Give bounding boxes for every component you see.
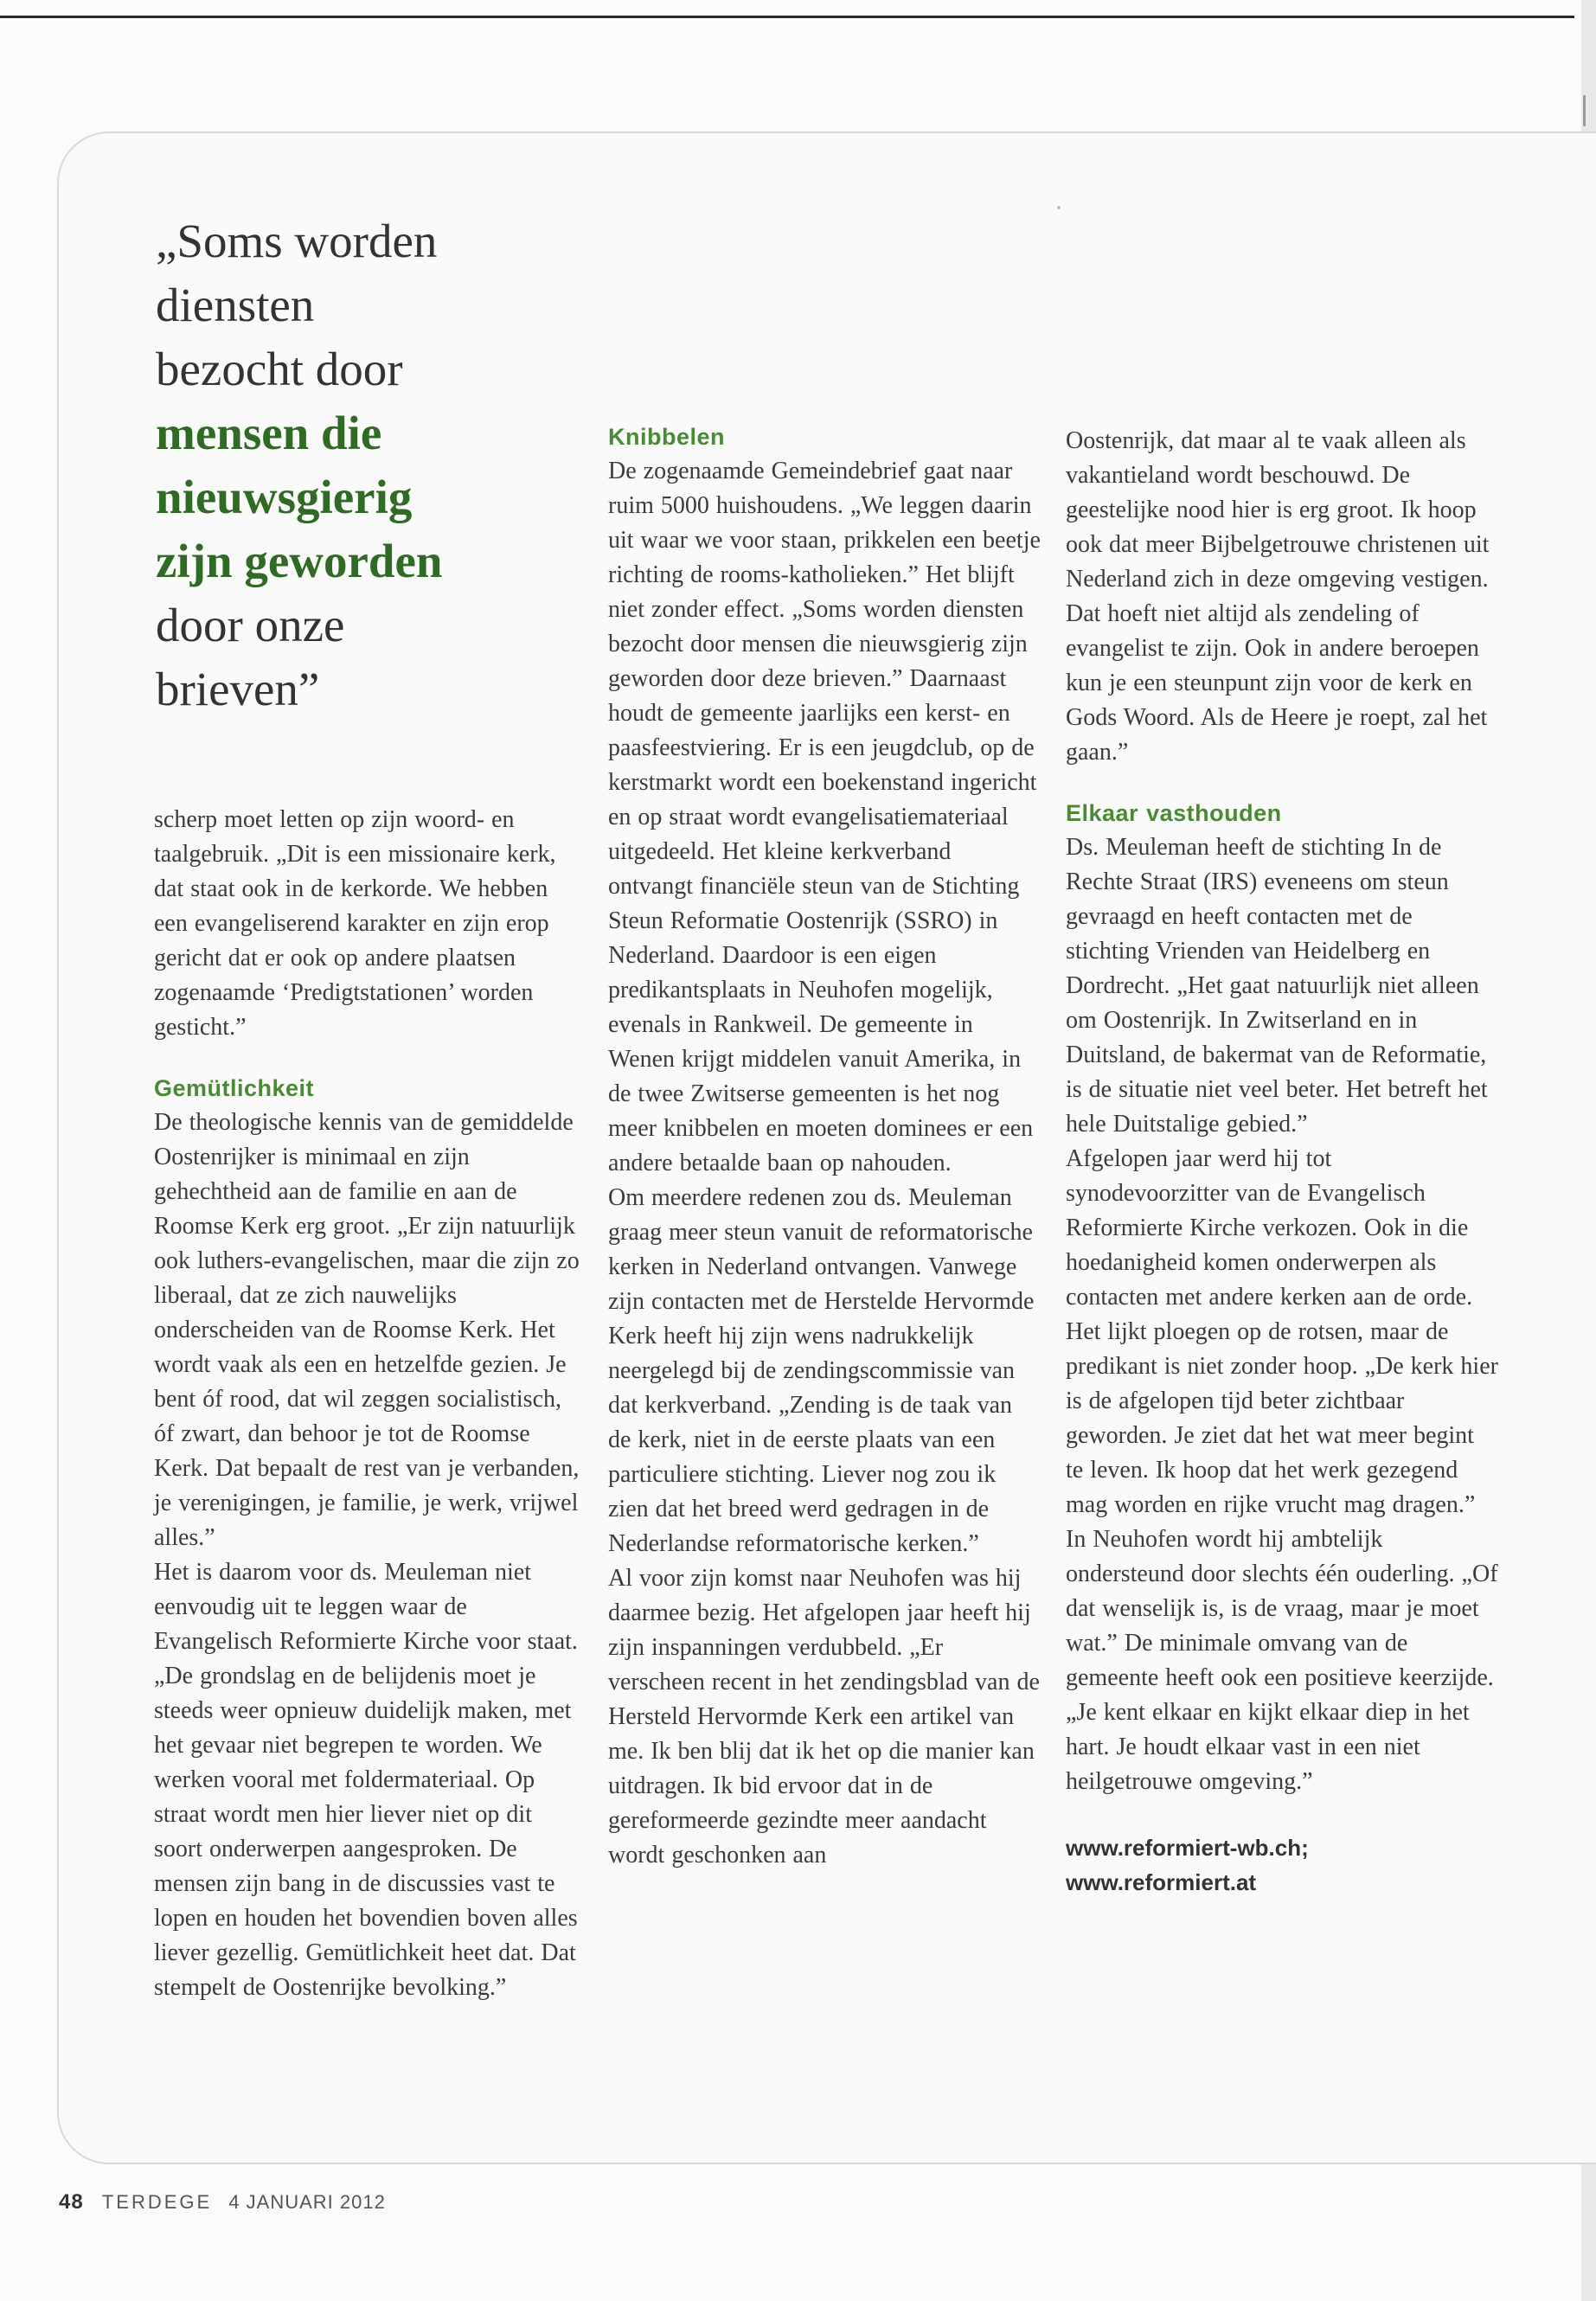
speck	[1057, 206, 1061, 209]
top-rule	[0, 16, 1574, 18]
subheading-elkaar-vasthouden: Elkaar vasthouden	[1066, 800, 1282, 826]
pull-quote-line: door onze	[156, 599, 345, 651]
pull-quote-highlight: zijn geworden	[156, 535, 443, 587]
link-reformiert-wb[interactable]: www.reformiert-wb.ch;	[1066, 1835, 1309, 1861]
paragraph: Afgelopen jaar werd hij tot synodevoorzitter van de Evangelisch Reformierte Kirche verkozen. Ook in die hoedanigheid komen onderwerpen als contacten met andere kerken aan de orde.	[1066, 1145, 1473, 1311]
paragraph: In Neuhofen wordt hij ambtelijk ondersteund door slechts één ouderling. „Of dat wenselijk is, is de vraag, maar je moet wat.” De minimale omvang van de gemeente heeft ook een positieve keerzijde. „Je kent elkaar en kijkt elkaar diep in het hart. Je houdt elkaar vast in een niet heilgetrouwe omgeving.”	[1066, 1526, 1498, 1795]
edge-mark	[1583, 95, 1586, 126]
magazine-name: TERDEGE	[101, 2191, 213, 2213]
pull-quote-line: bezocht door	[156, 343, 403, 395]
pull-quote-line: diensten	[156, 279, 315, 331]
paragraph: De theologische kennis van de gemiddelde Oostenrijker is minimaal en zijn gehechtheid aan de familie en aan de Roomse Kerk erg groot. „Er zijn natuurlijk ook luthers-evangelischen, maar die zijn zo liberaal, dat ze zich nauwelijks onderscheiden van de Roomse Kerk. Het wordt vaak als een en hetzelfde gezien. Je bent óf rood, dat wil zeggen socialistisch, óf zwart, dan behoor je tot de Roomse Kerk. Dat bepaalt de rest van je verbanden, je verenigingen, je familie, je werk, vrijwel alles.”	[154, 1109, 580, 1551]
link-reformiert-at[interactable]: www.reformiert.at	[1066, 1869, 1257, 1895]
paragraph: Om meerdere redenen zou ds. Meuleman graag meer steun vanuit de reformatorische kerken in Nederland ontvangen. Vanwege zijn contacten met de Herstelde Hervormde Kerk heeft hij zijn wens nadrukkelijk neergelegd bij de zendingscommissie van dat kerkverband. „Zending is de taak van de kerk, niet in de eerste plaats van een particuliere stichting. Liever nog zou ik zien dat het breed werd gedragen in de Nederlandse reformatorische kerken.”	[608, 1184, 1035, 1557]
column-left	[154, 803, 580, 2005]
page-footer	[59, 2190, 386, 2214]
paragraph: Het lijkt ploegen op de rotsen, maar de predikant is niet zonder hoop. „De kerk hier is de afgelopen tijd beter zichtbaar geworden. Je ziet dat het wat meer begint te leven. Ik hoop dat het werk gezegend mag worden en rijke vrucht mag dragen.”	[1066, 1318, 1498, 1518]
column-middle	[608, 420, 1041, 1873]
paragraph: Al voor zijn komst naar Neuhofen was hij daarmee bezig. Het afgelopen jaar heeft hij zijn inspanningen verdubbeld. „Er verscheen recent in het zendingsblad van de Hersteld Hervormde Kerk een artikel van me. Ik ben blij dat ik het op die manier kan uitdragen. Ik bid ervoor dat in de gereformeerde gezindte meer aandacht wordt geschonken aan	[608, 1565, 1040, 1868]
column-right	[1066, 424, 1498, 1900]
subheading-gemutlichkeit: Gemütlichkeit	[154, 1075, 315, 1101]
subheading-knibbelen: Knibbelen	[608, 424, 726, 450]
pull-quote-highlight: nieuwsgierig	[156, 471, 413, 523]
paragraph: Oostenrijk, dat maar al te vaak alleen als vakantieland wordt beschouwd. De geestelijke nood hier is erg groot. Ik hoop ook dat meer Bijbelgetrouwe christenen uit Nederland zich in deze omgeving vestigen. Dat hoeft niet altijd als zendeling of evangelist te zijn. Ook in andere beroepen kun je een steunpunt zijn voor de kerk en Gods Woord. Als de Heere je roept, zal het gaan.”	[1066, 427, 1490, 766]
paragraph: De zogenaamde Gemeindebrief gaat naar ruim 5000 huishoudens. „We leggen daarin uit waar we voor staan, prikkelen een beetje richting de rooms-katholieken.” Het blijft niet zonder effect. „Soms worden diensten bezocht door mensen die nieuwsgierig zijn geworden door deze brieven.” Daarnaast houdt de gemeente jaarlijks een kerst- en paasfeestviering. Er is een jeugdclub, op de kerstmarkt wordt een boekenstand ingericht en op straat wordt evangelisatiemateriaal uitgedeeld. Het kleine kerkverband ontvangt financiële steun van de Stichting Steun Reformatie Oostenrijk (SSRO) in Nederland. Daardoor is een eigen predikantsplaats in Neuhofen mogelijk, evenals in Rankweil. De gemeente in Wenen krijgt middelen vanuit Amerika, in de twee Zwitserse gemeenten is het nog meer knibbelen en moeten dominees er een andere betaalde baan op nahouden.	[608, 458, 1041, 1176]
paragraph: Ds. Meuleman heeft de stichting In de Rechte Straat (IRS) eveneens om steun gevraagd en heeft contacten met de stichting Vrienden van Heidelberg en Dordrecht. „Het gaat natuurlijk niet alleen om Oostenrijk. In Zwitserland en in Duitsland, de bakermat van de Reformatie, is de situatie niet veel beter. Het betreft het hele Duitstalige gebied.”	[1066, 834, 1488, 1138]
paragraph: Het is daarom voor ds. Meuleman niet eenvoudig uit te leggen waar de Evangelisch Reformierte Kirche voor staat. „De grondslag en de belijdenis moet je steeds weer opnieuw duidelijk maken, met het gevaar niet begrepen te worden. We werken vooral met foldermateriaal. Op straat wordt men hier liever niet op dit soort onderwerpen aangesproken. De mensen zijn bang in de discussies vast te lopen en houden het bovendien boven alles liever gezellig. Gemütlichkeit heet dat. Dat stempelt de Oostenrijke bevolking.”	[154, 1559, 578, 2001]
pull-quote-line: brieven”	[156, 663, 320, 715]
page-number: 48	[59, 2190, 84, 2214]
issue-date: 4 JANUARI 2012	[228, 2191, 386, 2213]
paragraph: scherp moet letten op zijn woord- en taalgebruik. „Dit is een missionaire kerk, dat staat ook in de kerkorde. We hebben een evangeliserend karakter en zijn erop gericht dat er ook op andere plaatsen zogenaamde ‘Predigtstationen’ worden gesticht.”	[154, 806, 556, 1041]
pull-quote-line: „Soms worden	[156, 215, 438, 267]
pull-quote-highlight: mensen die	[156, 407, 382, 459]
website-links	[1066, 1830, 1498, 1900]
pull-quote	[156, 209, 562, 721]
